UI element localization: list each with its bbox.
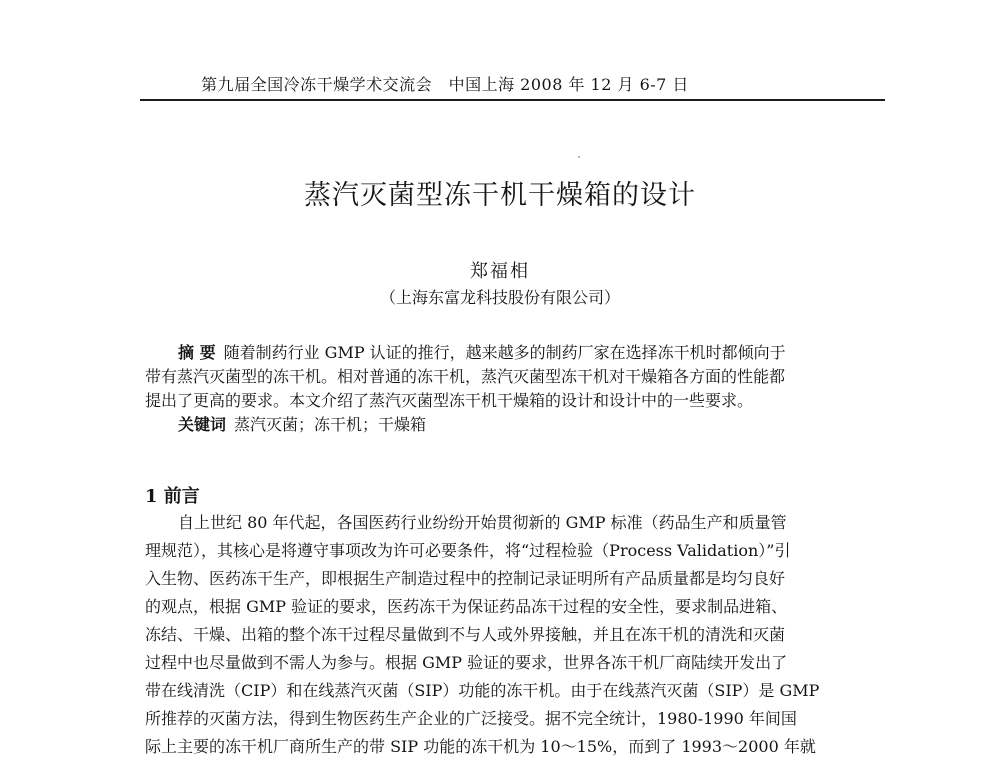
abstract-block: [145, 341, 885, 437]
body-line: 际上主要的冻干机厂商所生产的带 SIP 功能的冻干机为 10～15%，而到了 1993～2000 年就: [145, 737, 816, 756]
abstract-text: 随着制药行业 GMP 认证的推行，越来越多的制药厂家在选择冻干机时都倾向于: [223, 343, 786, 362]
section-heading: 1 前言: [145, 486, 200, 507]
body-line: 带在线清洗（CIP）和在线蒸汽灭菌（SIP）功能的冻干机。由于在线蒸汽灭菌（SIP）是 GMP: [145, 681, 820, 700]
author-name: 郑福相: [470, 261, 530, 282]
header-rule: [140, 99, 885, 101]
abstract-line: 带有蒸汽灭菌型的冻干机。相对普通的冻干机，蒸汽灭菌型冻干机对干燥箱各方面的性能都: [145, 367, 786, 386]
abstract-line: [145, 341, 885, 365]
body-line: 入生物、医药冻干生产，即根据生产制造过程中的控制记录证明所有产品质量都是均匀良好: [145, 569, 786, 588]
keywords-text: 蒸汽灭菌；冻干机；干燥箱: [234, 415, 427, 434]
author-affiliation: （上海东富龙科技股份有限公司）: [379, 288, 620, 307]
scan-speck: [578, 156, 580, 158]
body-line: 过程中也尽量做到不需人为参与。根据 GMP 验证的要求，世界各冻干机厂商陆续开发出了: [145, 653, 788, 672]
keywords-line: [145, 413, 885, 437]
running-header: 第九届全国冷冻干燥学术交流会 中国上海 2008 年 12 月 6-7 日: [201, 75, 689, 94]
body-line: 自上世纪 80 年代起，各国医药行业纷纷开始贯彻新的 GMP 标准（药品生产和质量管: [178, 513, 787, 532]
body-line: 冻结、干燥、出箱的整个冻干过程尽量做到不与人或外界接触，并且在冻干机的清洗和灭菌: [145, 625, 786, 644]
keywords-label: 关键词: [178, 415, 227, 434]
body-line: 的观点，根据 GMP 验证的要求，医药冻干为保证药品冻干过程的安全性，要求制品进箱、: [145, 597, 788, 616]
abstract-label: 摘 要: [178, 343, 216, 362]
body-line: 理规范），其核心是将遵守事项改为许可必要条件，将“过程检验（Process Validation）”引: [145, 541, 791, 560]
abstract-line: 提出了更高的要求。本文介绍了蒸汽灭菌型冻干机干燥箱的设计和设计中的一些要求。: [145, 391, 754, 410]
body-line: 所推荐的灭菌方法，得到生物医药生产企业的广泛接受。据不完全统计，1980-1990 年间国: [145, 709, 797, 728]
paper-title: 蒸汽灭菌型冻干机干燥箱的设计: [304, 180, 696, 211]
section-body: [145, 509, 885, 760]
